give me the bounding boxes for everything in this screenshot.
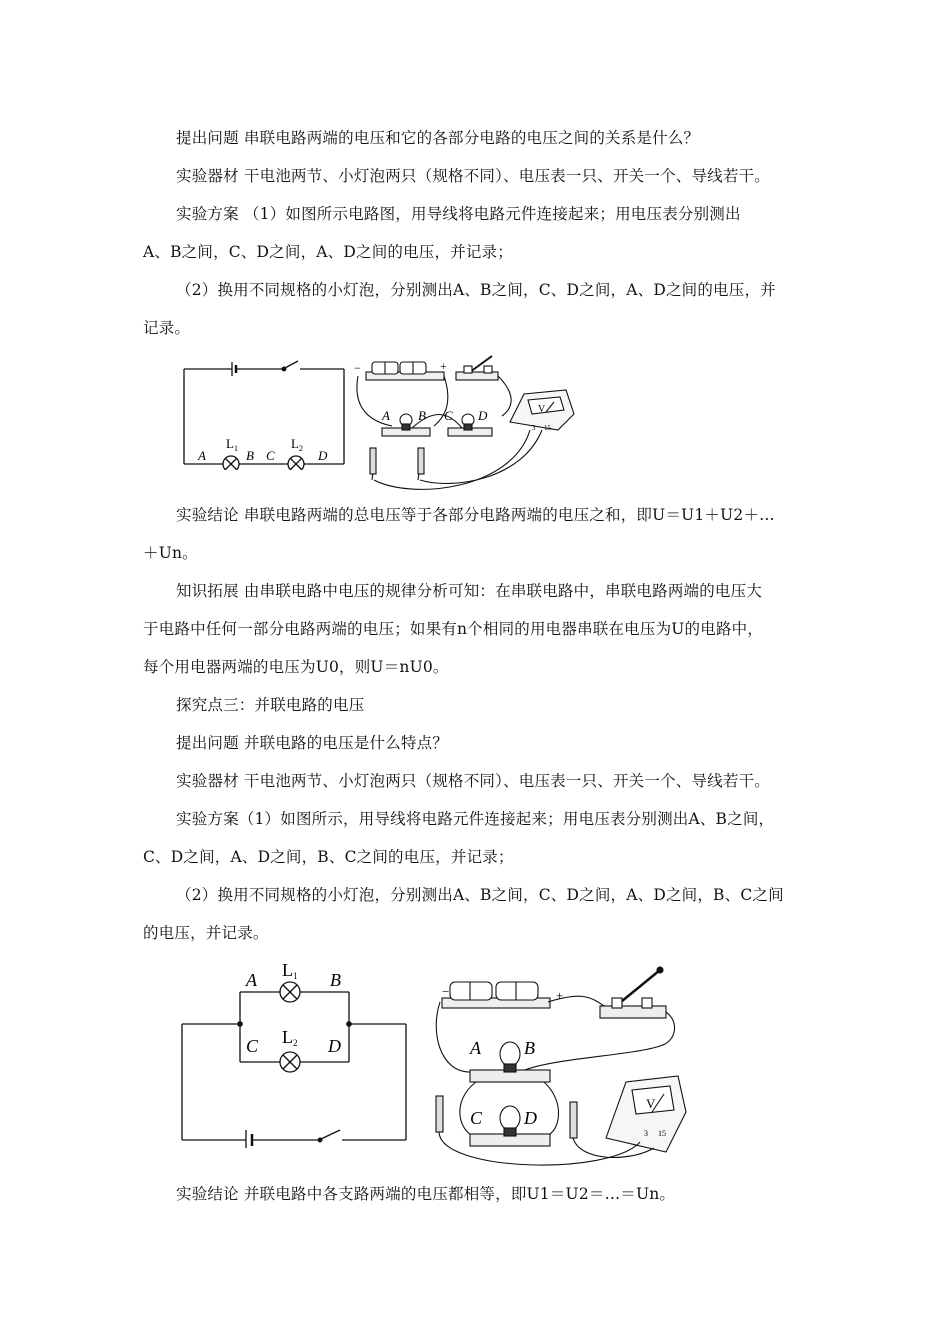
parallel-label-l2: L: [282, 1027, 293, 1047]
series-app-d: D: [478, 408, 488, 423]
series-label-l1: L: [226, 436, 234, 451]
plan-2-step2-line-2: 的电压，并记录。: [143, 924, 269, 942]
parallel-label-l1: L: [282, 960, 293, 980]
parallel-label-c: C: [246, 1036, 259, 1056]
series-label-l2: L: [291, 436, 299, 451]
plan-1-step2-line-1: （2）换用不同规格的小灯泡，分别测出A、B之间，C、D之间，A、D之间的电压，并: [176, 281, 776, 299]
parallel-app-a: A: [470, 1038, 481, 1058]
parallel-label-a: A: [246, 970, 257, 990]
parallel-app-minus: −: [442, 984, 450, 999]
parallel-apparatus-illustration: [430, 962, 688, 1176]
series-label-b: B: [246, 448, 254, 463]
series-apparatus-illustration: [352, 350, 582, 495]
series-app-minus: −: [354, 361, 361, 375]
plan-1-line-2: A、B之间，C、D之间，A、D之间的电压，并记录；: [143, 243, 513, 261]
plan-2-step2-line-1: （2）换用不同规格的小灯泡，分别测出A、B之间，C、D之间，A、D之间，B、C之间: [176, 886, 784, 904]
plan-1-line-1: 实验方案 （1）如图所示电路图，用导线将电路元件连接起来；用电压表分别测出: [176, 205, 741, 223]
series-app-t3: 3: [532, 424, 536, 432]
series-label-l2-sub: 2: [299, 444, 303, 453]
question-2: 提出问题 并联电路的电压是什么特点？: [176, 734, 449, 752]
parallel-app-d: D: [524, 1108, 537, 1128]
parallel-app-t3: 3: [644, 1129, 648, 1138]
section-title-3: 探究点三：并联电路的电压: [176, 696, 365, 714]
plan-2-line-1: 实验方案（1）如图所示，用导线将电路元件连接起来；用电压表分别测出A、B之间，: [176, 810, 775, 828]
series-app-v: V: [538, 404, 546, 415]
parallel-app-t15: 15: [658, 1129, 666, 1138]
question-1: 提出问题 串联电路两端的电压和它的各部分电路的电压之间的关系是什么？: [176, 129, 700, 147]
parallel-label-l2-sub: 2: [293, 1038, 298, 1048]
extension-line-3: 每个用电器两端的电压为U0，则U＝nU0。: [143, 658, 449, 676]
series-circuit-diagram: [178, 356, 350, 470]
series-app-a: A: [382, 408, 390, 423]
series-label-d: D: [318, 448, 328, 463]
series-label-c: C: [266, 448, 275, 463]
materials-1: 实验器材 干电池两节、小灯泡两只（规格不同）、电压表一只、开关一个、导线若干。: [176, 167, 770, 185]
materials-2: 实验器材 干电池两节、小灯泡两只（规格不同）、电压表一只、开关一个、导线若干。: [176, 772, 770, 790]
parallel-label-b: B: [330, 970, 341, 990]
conclusion-2: 实验结论 并联电路中各支路两端的电压都相等，即U1＝U2＝…＝Un。: [176, 1185, 676, 1203]
series-label-a: A: [198, 448, 206, 463]
plan-1-step2-line-2: 记录。: [143, 319, 191, 337]
series-app-plus: +: [440, 359, 447, 373]
series-app-b: B: [418, 408, 426, 423]
conclusion-1-line-1: 实验结论 串联电路两端的总电压等于各部分电路两端的电压之和，即U＝U1＋U2＋…: [176, 506, 775, 524]
extension-line-1: 知识拓展 由串联电路中电压的规律分析可知：在串联电路中，串联电路两端的电压大: [176, 582, 763, 600]
plan-2-line-2: C、D之间，A、D之间，B、C之间的电压，并记录；: [143, 848, 514, 866]
parallel-app-b: B: [524, 1038, 535, 1058]
parallel-app-plus: +: [556, 988, 564, 1003]
parallel-label-d: D: [328, 1036, 341, 1056]
parallel-app-v: V: [646, 1096, 656, 1111]
parallel-label-l1-sub: 1: [293, 971, 298, 981]
parallel-app-c: C: [470, 1108, 483, 1128]
series-app-t15: 15: [544, 424, 551, 432]
series-label-l1-sub: 1: [234, 444, 238, 453]
series-app-c: C: [444, 408, 453, 423]
parallel-circuit-diagram: [176, 958, 412, 1148]
extension-line-2: 于电路中任何一部分电路两端的电压；如果有n个相同的用电器串联在电压为U的电路中，: [143, 620, 764, 638]
conclusion-1-line-2: ＋Un。: [143, 544, 198, 562]
